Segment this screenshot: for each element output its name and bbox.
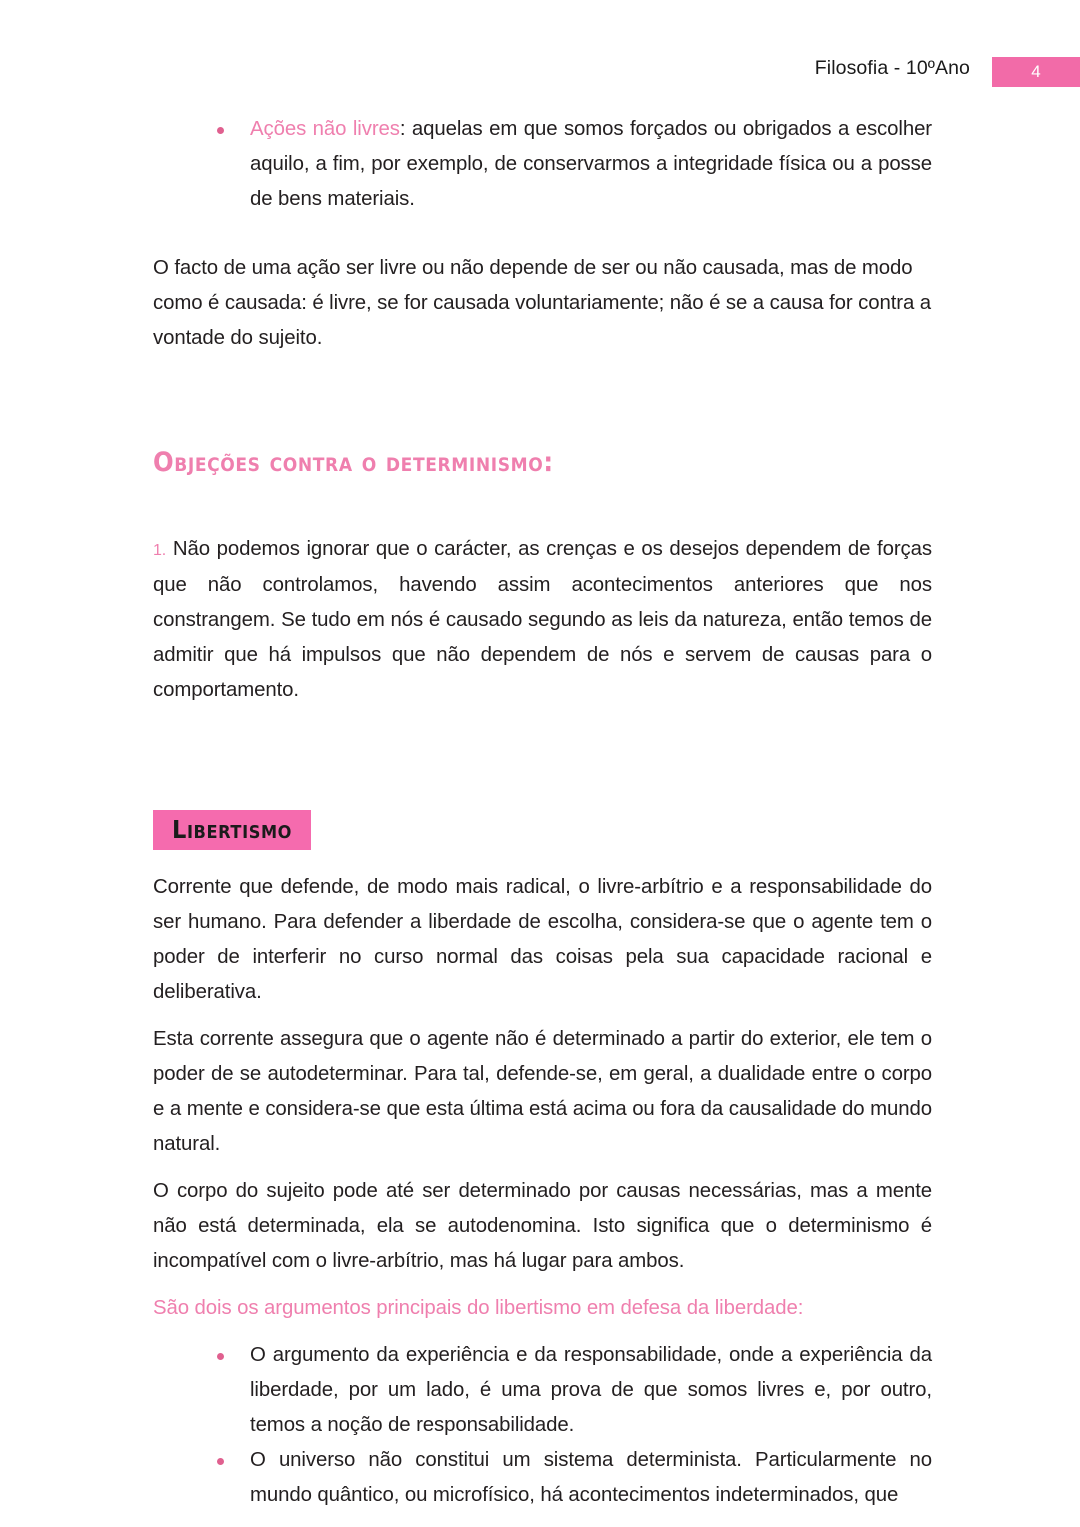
- paragraph-libertismo-definition: Corrente que defende, de modo mais radical, o livre-arbítrio e a responsabilidade do ser humano. Para defender a liberdade de escolha, considera-se que o agente tem o poder de interferir no curso normal das coisas pela sua capacidade racional e deliberativa.: [153, 876, 932, 1004]
- numbered-item: [153, 532, 932, 708]
- spacer: [153, 1162, 932, 1174]
- list-item: [153, 1338, 932, 1443]
- bullet-dot-icon: [217, 1458, 224, 1465]
- spacer: [153, 1010, 932, 1022]
- paragraph-causality: O facto de uma ação ser livre ou não depende de ser ou não causada, mas de modo como é causada: é livre, se for causada voluntariamente; não é se a causa for contra a vontade do sujeito.: [153, 257, 932, 349]
- spacer: [153, 1279, 932, 1291]
- bullet-dot-icon: [217, 1353, 224, 1360]
- spacer: [153, 217, 932, 251]
- spacer: [153, 478, 932, 512]
- page-number-badge: 4: [992, 57, 1080, 87]
- bottom-bullet-list: [153, 1338, 932, 1513]
- section-chip-libertismo: Libertismo: [153, 810, 311, 850]
- top-bullet-list: [153, 112, 932, 217]
- document-body: [153, 112, 932, 1513]
- header-title: Filosofia - 10ºAno: [814, 57, 970, 79]
- bullet-lead-term: Ações não livres: [250, 118, 400, 140]
- section-heading-objections: Objeções contra o determinismo:: [153, 447, 554, 478]
- paragraph-body-mind: O corpo do sujeito pode até ser determinado por causas necessárias, mas a mente não está determinada, ela se autodenomina. Isto significa que o determinismo é incompatível com o livre-arbítrio, mas há lugar para ambos.: [153, 1180, 932, 1273]
- bullet-body-text: : aquelas em que somos forçados ou obrigados a escolher aquilo, a fim, por exemplo, de conservarmos a integridade física ou a posse de bens materiais.: [250, 118, 932, 210]
- spacer: [153, 850, 932, 870]
- spacer: [153, 728, 932, 810]
- bullet-text: O universo não constitui um sistema determinista. Particularmente no mundo quântico, ou microfísico, há acontecimentos indeterminados, que: [250, 1449, 932, 1507]
- bullet-dot-icon: [217, 127, 224, 134]
- list-number-marker: 1.: [153, 542, 167, 560]
- page-header: [0, 0, 1080, 96]
- spacer: [153, 356, 932, 448]
- list-item: [153, 1443, 932, 1513]
- chip-wrapper: [153, 810, 932, 850]
- spacer: [153, 1326, 932, 1338]
- list-item: [153, 112, 932, 217]
- paragraph-self-determination: Esta corrente assegura que o agente não é determinado a partir do exterior, ele tem o poder de se autodeterminar. Para tal, defende-se, em geral, a dualidade entre o corpo e a mente e considera-se que esta última está acima ou fora da causalidade do mundo natural.: [153, 1028, 932, 1156]
- numbered-item-text: Não podemos ignorar que o carácter, as crenças e os desejos dependem de forças que não controlamos, havendo assim acontecimentos anteriores que nos constrangem. Se tudo em nós é causado segundo as leis da natureza, então temos de admitir que há impulsos que não dependem de nós e servem de causas para o comportamento.: [153, 538, 932, 702]
- bullet-text: O argumento da experiência e da responsabilidade, onde a experiência da liberdade, por um lado, é uma prova de que somos livres e, por outro, temos a noção de responsabilidade.: [250, 1344, 932, 1437]
- pink-intro-sentence: São dois os argumentos principais do libertismo em defesa da liberdade:: [153, 1297, 804, 1320]
